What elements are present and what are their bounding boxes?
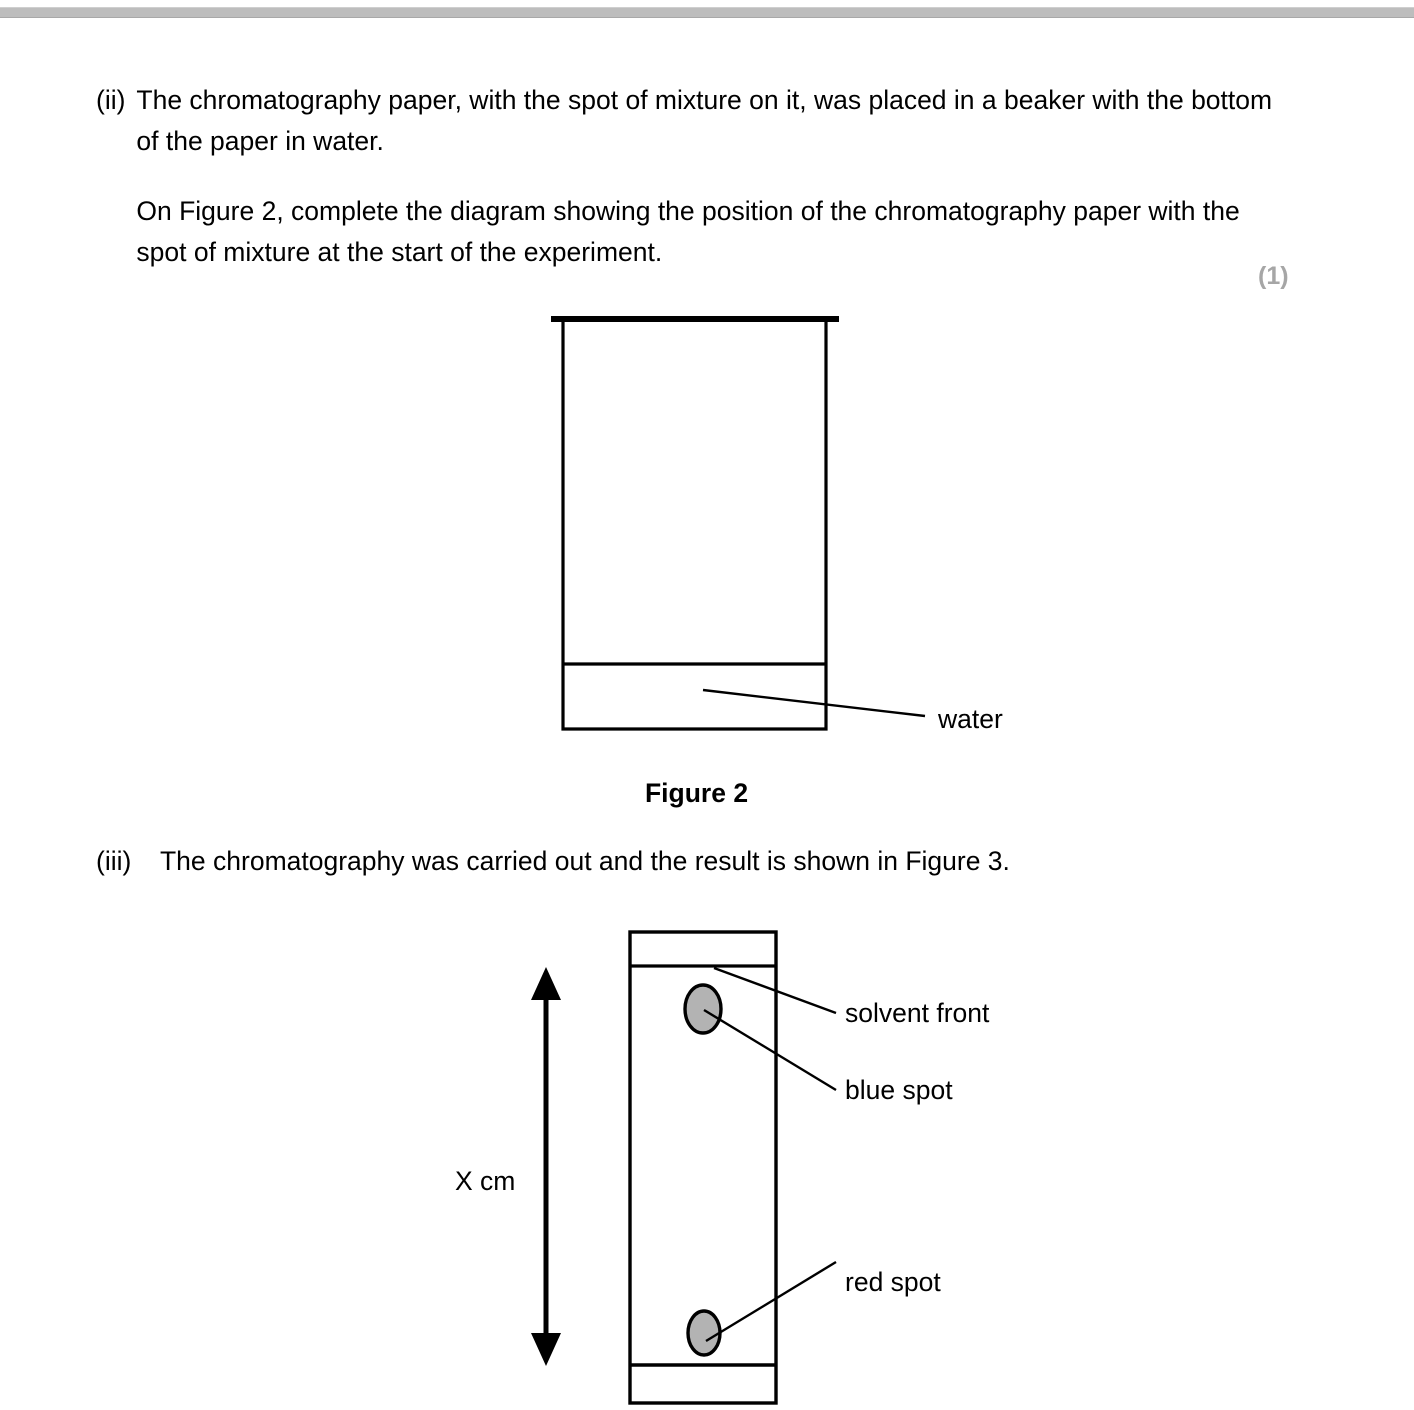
page-top-rule [0, 7, 1414, 18]
chromatography-paper-strip [630, 932, 776, 1403]
question-ii-label: (ii) [96, 85, 126, 115]
water-leader-line [703, 690, 925, 716]
question-ii-marks: (1) [1258, 262, 1289, 290]
blue-spot-label: blue spot [845, 1075, 953, 1105]
solvent-front-label: solvent front [845, 998, 990, 1028]
distance-arrow [531, 967, 561, 1366]
question-ii-body [136, 80, 1276, 273]
solvent-front-leader-line [714, 968, 836, 1013]
blue-spot-leader-line [704, 1010, 836, 1090]
figure-2-beaker [551, 318, 1003, 734]
question-iii-paragraph-1: The chromatography was carried out and the result is shown in Figure 3. [160, 846, 1010, 876]
figure-2-caption: Figure 2 [645, 778, 749, 808]
distance-label: X cm [455, 1166, 516, 1196]
red-spot-label: red spot [845, 1267, 941, 1297]
distance-arrow-head-up [531, 967, 561, 1000]
red-spot-icon [688, 1311, 720, 1355]
distance-arrow-head-down [531, 1333, 561, 1366]
water-label: water [938, 704, 1003, 734]
figure-3-chromatogram [455, 932, 990, 1403]
blue-spot-icon [685, 985, 721, 1033]
question-ii [96, 80, 1276, 273]
question-iii [96, 841, 1296, 882]
beaker-outline [563, 318, 826, 729]
question-ii-paragraph-2: On Figure 2, complete the diagram showing the position of the chromatography paper with the spot of mixture at the start of the experiment. [136, 196, 1240, 267]
question-iii-label: (iii) [96, 846, 132, 876]
question-ii-paragraph-1: The chromatography paper, with the spot of mixture on it, was placed in a beaker with the bottom of the paper in water. [136, 85, 1273, 156]
red-spot-leader-line [706, 1262, 836, 1341]
question-iii-body [160, 841, 1010, 882]
